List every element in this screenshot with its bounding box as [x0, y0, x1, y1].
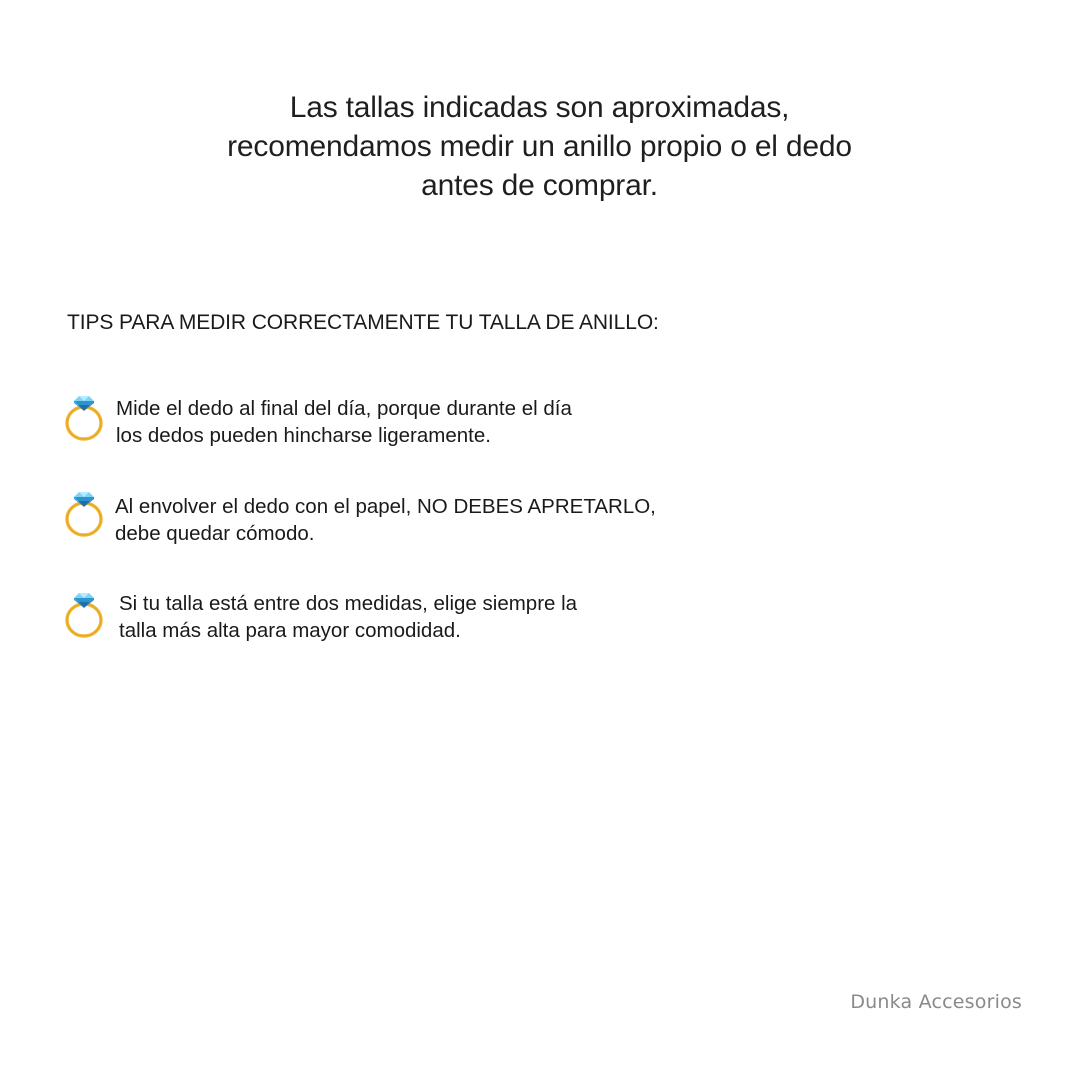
ring-icon — [62, 592, 106, 640]
intro-text — [0, 88, 1079, 205]
tip-line: Al envolver el dedo con el papel, NO DEBES APRETARLO, — [115, 495, 656, 518]
brand-name: Dunka Accesorios — [850, 991, 1022, 1013]
tip-text — [115, 493, 656, 547]
tip-text — [119, 590, 577, 644]
tips-heading: TIPS PARA MEDIR CORRECTAMENTE TU TALLA DE ANILLO: — [67, 311, 659, 334]
tip-line: los dedos pueden hincharse ligeramente. — [116, 424, 491, 447]
tip-line: Si tu talla está entre dos medidas, elige siempre la — [119, 592, 578, 615]
intro-line: antes de comprar. — [421, 169, 658, 202]
intro-line: Las tallas indicadas son aproximadas, — [289, 91, 790, 124]
tip-line: talla más alta para mayor comodidad. — [119, 619, 461, 642]
ring-icon — [62, 395, 106, 443]
tip-text — [116, 395, 572, 449]
tip-line: Mide el dedo al final del día, porque durante el día — [116, 397, 572, 420]
intro-line: recomendamos medir un anillo propio o el dedo — [227, 130, 852, 163]
tip-line: debe quedar cómodo. — [115, 522, 315, 545]
ring-icon — [62, 491, 106, 539]
